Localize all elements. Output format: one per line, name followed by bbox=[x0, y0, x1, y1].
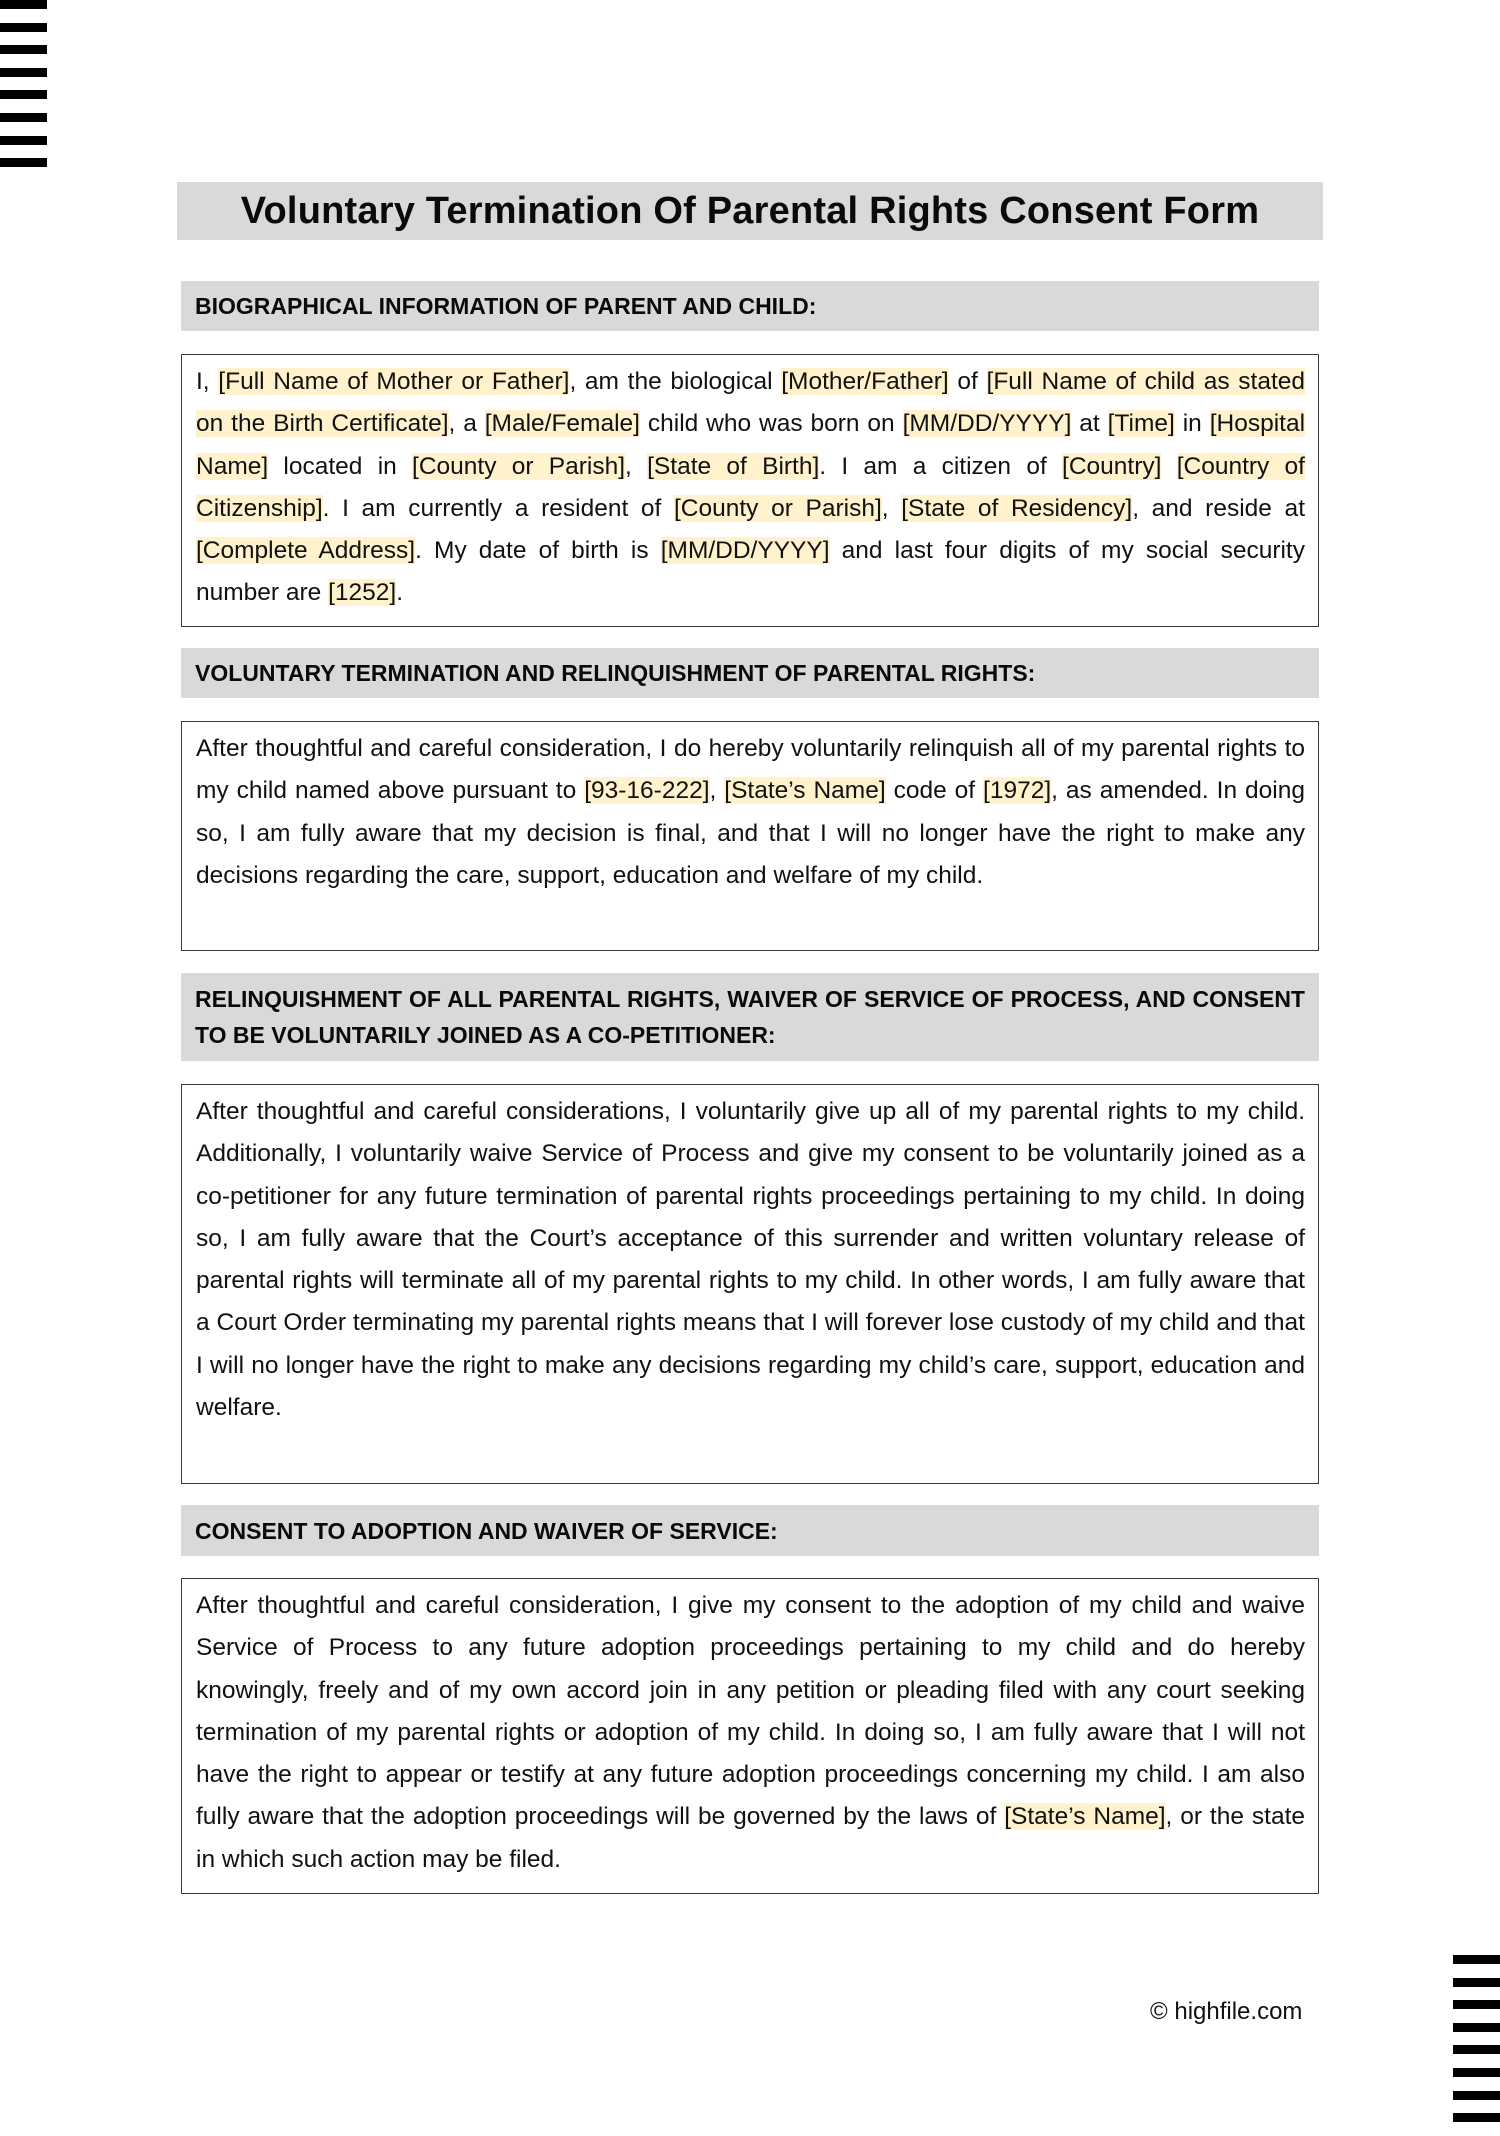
placeholder-field[interactable]: [State of Birth] bbox=[647, 452, 820, 480]
placeholder-field[interactable]: [County or Parish] bbox=[412, 452, 626, 480]
body-text: child who was born on bbox=[639, 410, 903, 438]
section-heading-relinquishment: RELINQUISHMENT OF ALL PARENTAL RIGHTS, WAIVER OF SERVICE OF PROCESS, AND CONSENT TO BE VOLUNTARILY JOINED AS A CO-PETITIONER: bbox=[181, 973, 1319, 1061]
placeholder-field[interactable]: [Time] bbox=[1107, 410, 1175, 438]
body-text: in bbox=[1174, 410, 1210, 438]
body-text: located in bbox=[268, 452, 413, 480]
body-text: at bbox=[1071, 410, 1108, 438]
page-title: Voluntary Termination Of Parental Rights Consent Form bbox=[240, 189, 1260, 232]
placeholder-field[interactable]: [Hospital Name] bbox=[196, 410, 1306, 480]
body-text: , am the biological bbox=[569, 368, 782, 395]
section-body-voluntary-termination bbox=[181, 721, 1319, 951]
body-text: , or the state in which such action may be filed. bbox=[196, 1803, 1306, 1873]
body-text: After thoughtful and careful consideration, I give my consent to the adoption of my child and waive Service of Process to any future adoption proceedings pertaining to my child and do hereby knowingly, freely and of my own accord join in any petition or pleading filed with any court seeking termination of my parental rights or adoption of my child. In doing so, I am fully aware that I will not have the right to appear or testify at any future adoption proceedings concerning my child. I am also fully aware that the adoption proceedings will be governed by the laws of bbox=[196, 1592, 1305, 1831]
corner-stripes-top-left bbox=[0, 0, 47, 181]
body-text: code of bbox=[885, 777, 984, 805]
section-body-consent-adoption bbox=[181, 1578, 1319, 1894]
body-text: , as amended. In doing so, I am fully aware that my decision is final, and that I will no longer have the right to make any decisions regarding the care, support, education and welfare of my child. bbox=[196, 777, 1305, 889]
placeholder-field[interactable]: [Complete Address] bbox=[196, 537, 416, 565]
body-text: . I am currently a resident of bbox=[322, 494, 674, 522]
body-text: , bbox=[881, 494, 902, 522]
body-text: I, bbox=[196, 368, 219, 395]
placeholder-field[interactable]: [Country] bbox=[1062, 452, 1162, 480]
placeholder-field[interactable]: [Country of Citizenship] bbox=[196, 452, 1305, 522]
placeholder-field[interactable]: [1252] bbox=[328, 579, 397, 607]
placeholder-field[interactable]: [County or Parish] bbox=[674, 494, 882, 522]
placeholder-field[interactable]: [State of Residency] bbox=[901, 494, 1133, 522]
body-text: After thoughtful and careful consideration, I do hereby voluntarily relinquish all of my parental rights to my child named above pursuant to bbox=[196, 735, 1305, 805]
body-text: and last four digits of my social security number are bbox=[196, 537, 1305, 607]
placeholder-field[interactable]: [1972] bbox=[983, 777, 1052, 805]
body-text: . I am a citizen of bbox=[819, 452, 1063, 480]
placeholder-field[interactable]: [93-16-222] bbox=[584, 777, 710, 805]
section-body-biographical bbox=[181, 354, 1319, 627]
corner-stripes-bottom-right bbox=[1453, 1955, 1500, 2136]
body-text: , bbox=[709, 777, 725, 805]
placeholder-field[interactable]: [MM/DD/YYYY] bbox=[902, 410, 1072, 438]
body-text: , and reside at bbox=[1132, 494, 1305, 522]
body-text: . My date of birth is bbox=[415, 537, 661, 565]
section-heading-voluntary-termination: VOLUNTARY TERMINATION AND RELINQUISHMENT OF PARENTAL RIGHTS: bbox=[181, 648, 1319, 698]
section-body-relinquishment bbox=[181, 1084, 1319, 1484]
placeholder-field[interactable]: [Mother/Father] bbox=[781, 368, 949, 395]
body-text: After thoughtful and careful considerations, I voluntarily give up all of my parental rights to my child. Additionally, I voluntarily waive Service of Process and give my consent to be voluntarily joined as a co-petitioner for any future termination of parental rights proceedings pertaining to my child. In doing so, I am fully aware that the Court’s acceptance of this surrender and written voluntary release of parental rights will terminate all of my parental rights to my child. In other words, I am fully aware that a Court Order terminating my parental rights means that I will forever lose custody of my child and that I will no longer have the right to make any decisions regarding my child’s care, support, education and welfare. bbox=[196, 1098, 1305, 1422]
body-text: of bbox=[948, 368, 987, 395]
placeholder-field[interactable]: [State’s Name] bbox=[724, 777, 886, 805]
body-text bbox=[1161, 453, 1176, 480]
placeholder-field[interactable]: [Full Name of child as stated on the Birth Certificate] bbox=[196, 368, 1306, 438]
placeholder-field[interactable]: [Full Name of Mother or Father] bbox=[218, 368, 570, 395]
section-heading-biographical: BIOGRAPHICAL INFORMATION OF PARENT AND CHILD: bbox=[181, 281, 1319, 331]
copyright-footer: © highfile.com bbox=[1150, 1998, 1303, 2025]
placeholder-field[interactable]: [State’s Name] bbox=[1004, 1803, 1166, 1831]
title-bar bbox=[177, 182, 1323, 240]
body-text: , bbox=[625, 452, 648, 480]
placeholder-field[interactable]: [MM/DD/YYYY] bbox=[660, 537, 830, 565]
body-text: . bbox=[396, 579, 404, 607]
section-heading-consent-adoption: CONSENT TO ADOPTION AND WAIVER OF SERVICE: bbox=[181, 1505, 1319, 1556]
placeholder-field[interactable]: [Male/Female] bbox=[484, 410, 640, 438]
body-text: , a bbox=[448, 410, 485, 438]
